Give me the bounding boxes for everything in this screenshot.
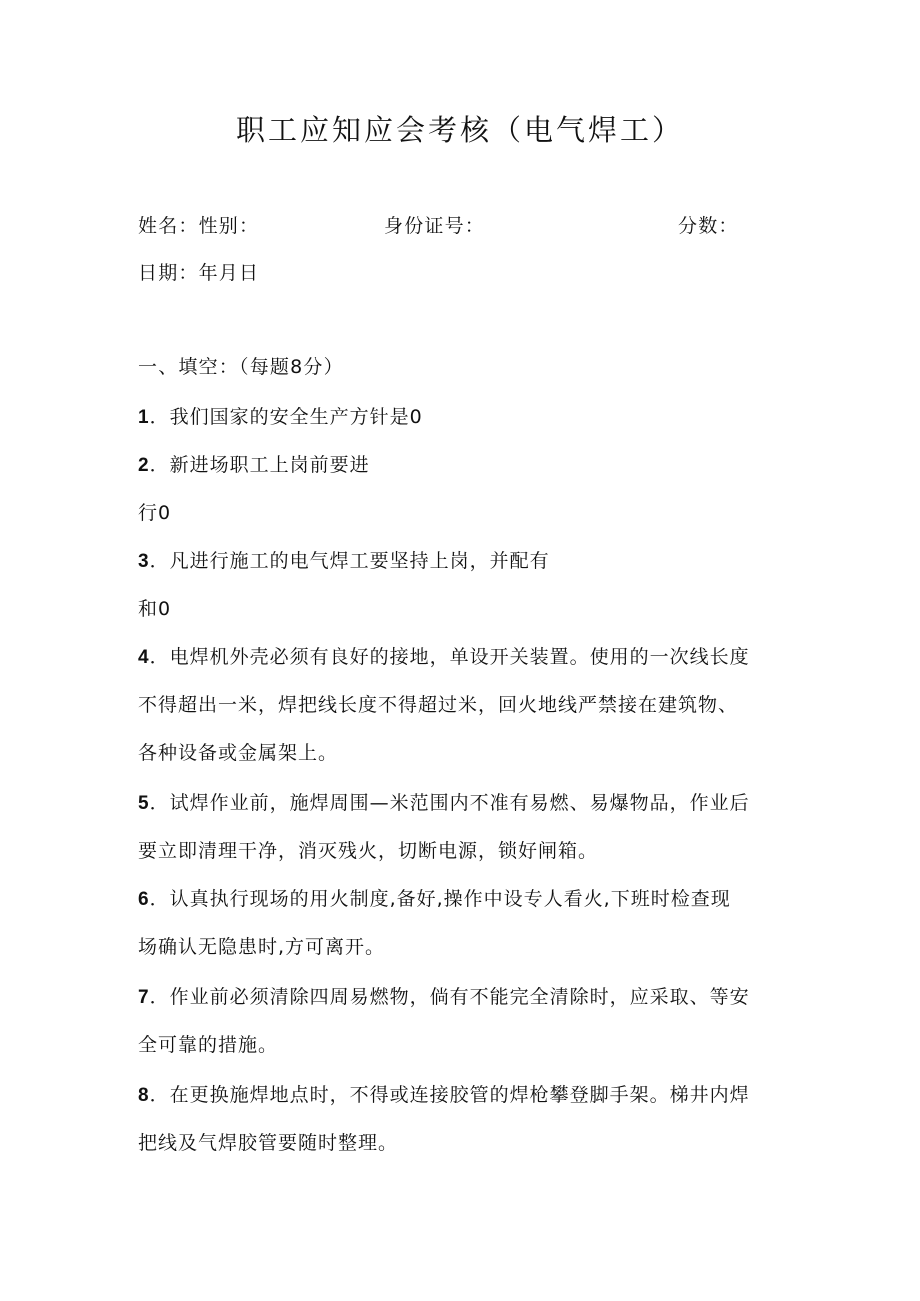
date-field: 日期：年月日 <box>138 262 260 284</box>
question-3-continuation: 和0 <box>138 598 172 620</box>
question-8 <box>138 1081 750 1110</box>
question-7-continuation: 全可靠的措施。 <box>138 1034 279 1056</box>
question-4-continuation: 各种设备或金属架上。 <box>138 742 339 764</box>
question-3 <box>138 547 550 576</box>
question-5-continuation: 要立即清理干净，消灭残火，切断电源，锁好闸箱。 <box>138 840 599 862</box>
question-6 <box>138 885 731 914</box>
question-number: 5 <box>138 793 150 814</box>
id-number-field: 身份证号： <box>384 215 486 237</box>
question-number: 4 <box>138 647 150 668</box>
question-7 <box>138 983 750 1012</box>
question-4-continuation: 不得超出一米，焊把线长度不得超过米，回火地线严禁接在建筑物、 <box>138 694 739 716</box>
question-5 <box>138 789 750 818</box>
question-8-continuation: 把线及气焊胶管要随时整理。 <box>138 1132 399 1154</box>
question-text: ．作业前必须清除四周易燃物，倘有不能完全清除时，应采取、等安 <box>149 986 750 1008</box>
score-field: 分数： <box>678 215 739 237</box>
question-6-continuation: 场确认无隐患时,方可离开。 <box>138 936 386 958</box>
question-2-continuation: 行0 <box>138 502 172 524</box>
question-number: 3 <box>138 551 150 572</box>
question-text: ．认真执行现场的用火制度,备好,操作中设专人看火,下班时检查现 <box>149 888 731 910</box>
document-title: 职工应知应会考核（电气焊工） <box>235 113 684 147</box>
question-number: 6 <box>138 889 150 910</box>
question-number: 7 <box>138 987 150 1008</box>
question-text: ．电焊机外壳必须有良好的接地，单设开关装置。使用的一次线长度 <box>149 646 750 668</box>
question-text: ．试焊作业前，施焊周围—米范围内不准有易燃、易爆物品，作业后 <box>149 792 750 814</box>
question-text: ．新进场职工上岗前要进 <box>149 454 370 476</box>
question-text: ．在更换施焊地点时，不得或连接胶管的焊枪攀登脚手架。梯井内焊 <box>149 1084 750 1106</box>
question-text: ．凡进行施工的电气焊工要坚持上岗，并配有 <box>149 550 550 572</box>
question-number: 2 <box>138 455 150 476</box>
question-2 <box>138 451 370 480</box>
name-gender-field: 姓名：性别： <box>138 215 260 237</box>
question-text: ．我们国家的安全生产方针是0 <box>149 406 423 428</box>
question-number: 1 <box>138 407 150 428</box>
section-heading: 一、填空：（每题8分） <box>138 356 344 378</box>
question-4 <box>138 643 750 672</box>
question-1 <box>138 403 423 432</box>
question-number: 8 <box>138 1085 150 1106</box>
